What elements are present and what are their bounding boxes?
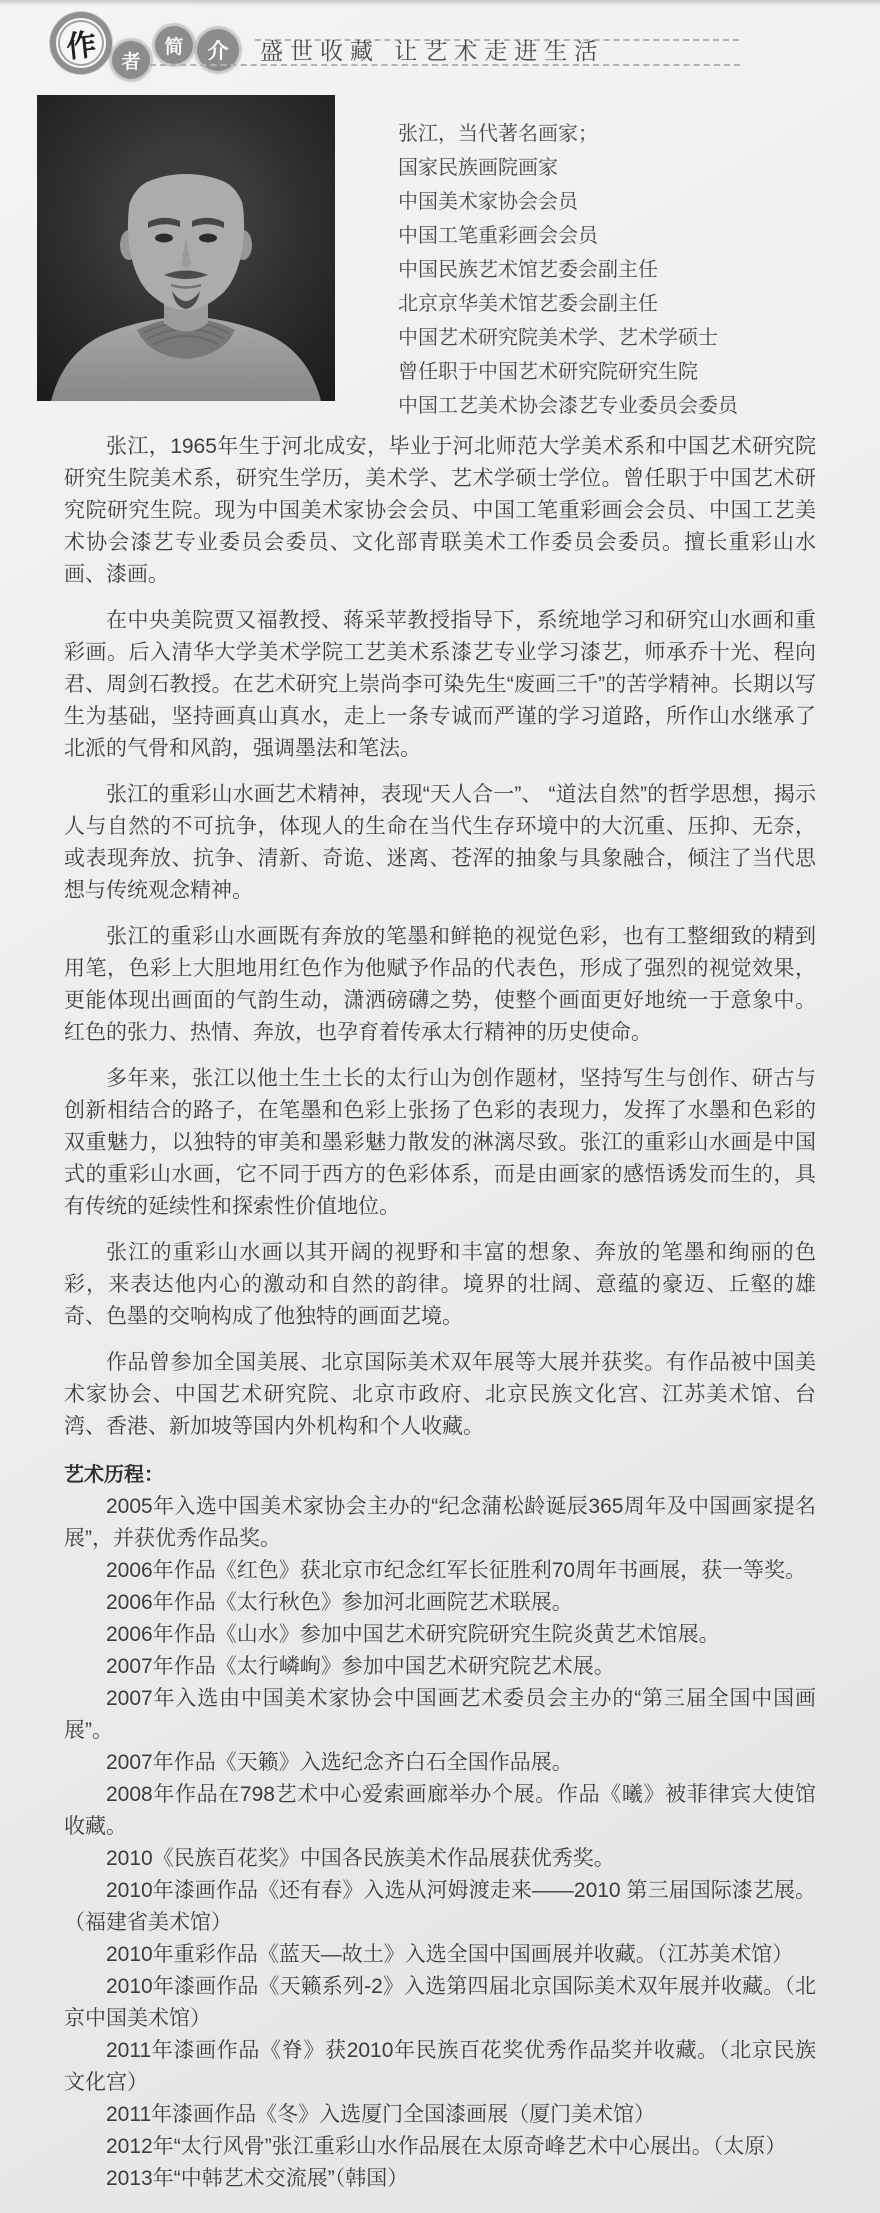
bio-paragraph: 张江的重彩山水画以其开阔的视野和丰富的想象、奔放的笔墨和绚丽的色彩，来表达他内心的激动和自然的韵律。境界的壮阔、意蕴的豪迈、丘壑的雄奇、色墨的交响构成了他独特的画面艺境。 <box>64 1241 816 1328</box>
career-item: 2007年作品《太行嶙峋》参加中国艺术研究院艺术展。 <box>106 1655 615 1678</box>
credential-line: 北京京华美术馆艺委会副主任 <box>398 293 658 315</box>
bio-paragraph: 在中央美院贾又福教授、蒋采苹教授指导下，系统地学习和研究山水画和重彩画。后入清华大学美术学院工艺美术系漆艺专业学习漆艺，师承乔十光、程向君、周剑石教授。在艺术研究上崇尚李可染先生“废画三千”的苦学精神。长期以写生为基础，坚持画真山真水，走上一条专诚而严谨的学习道路，所作山水继承了北派的气骨和风韵，强调墨法和笔法。 <box>64 609 816 760</box>
seal-char-2: 者 <box>121 50 141 73</box>
credential-line: 中国工笔重彩画会会员 <box>398 225 598 247</box>
career-item: 2007年入选由中国美术家协会中国画艺术委员会主办的“第三届全国中国画展”。 <box>64 1687 816 1742</box>
seal-char-4: 介 <box>207 38 229 63</box>
career-item: 2006年作品《山水》参加中国艺术研究院研究生院炎黄艺术馆展。 <box>106 1623 720 1646</box>
credential-line: 曾任职于中国艺术研究院研究生院 <box>398 361 698 383</box>
career-item: 2006年作品《太行秋色》参加河北画院艺术联展。 <box>106 1591 573 1614</box>
page-header <box>0 0 880 95</box>
credential-line: 张江，当代著名画家； <box>398 123 598 145</box>
bio-paragraph: 张江的重彩山水画艺术精神，表现“天人合一”、 “道法自然”的哲学思想，揭示人与自然的不可抗争，体现人的生命在当代生存环境中的大沉重、压抑、无奈，或表现奔放、抗争、清新、奇诡、迷离、苍浑的抽象与具象融合，倾注了当代思想与传统观念精神。 <box>64 783 816 902</box>
artist-photo <box>37 95 335 401</box>
ink-seal-icon <box>112 41 150 79</box>
biography-section <box>0 431 880 2213</box>
career-section-title: 艺术历程： <box>64 1464 164 1486</box>
career-item: 2006年作品《红色》获北京市纪念红军长征胜利70周年书画展，获一等奖。 <box>106 1559 807 1582</box>
career-item: 2011年漆画作品《脊》获2010年民族百花奖优秀作品奖并收藏。（北京民族文化宫） <box>64 2039 816 2094</box>
career-item: 2010《民族百花奖》中国各民族美术作品展获优秀奖。 <box>106 1847 615 1870</box>
credential-line: 国家民族画院画家 <box>398 157 558 179</box>
credential-line: 中国艺术研究院美术学、艺术学硕士 <box>398 327 718 349</box>
bio-paragraph: 作品曾参加全国美展、北京国际美术双年展等大展并获奖。有作品被中国美术家协会、中国艺术研究院、北京市政府、北京民族文化宫、江苏美术馆、台湾、香港、新加坡等国内外机构和个人收藏。 <box>64 1351 816 1438</box>
credential-line: 中国美术家协会会员 <box>398 191 578 213</box>
career-item: 2005年入选中国美术家协会主办的“纪念蒲松龄诞辰365周年及中国画家提名展”，并获优秀作品奖。 <box>64 1495 816 1550</box>
profile-section <box>0 95 880 423</box>
bio-paragraph: 张江的重彩山水画既有奔放的笔墨和鲜艳的视觉色彩，也有工整细致的精到用笔，色彩上大胆地用红色作为他赋予作品的代表色，形成了强烈的视觉效果，更能体现出画面的气韵生动，潇洒磅礴之势，使整个画面更好地统一于意象中。红色的张力、热情、奔放，也孕育着传承太行精神的历史使命。 <box>64 925 816 1044</box>
career-item: 2010年漆画作品《天籁系列-2》入选第四届北京国际美术双年展并收藏。（北京中国美术馆） <box>64 1975 816 2030</box>
career-item: 2010年重彩作品《蓝天—故土》入选全国中国画展并收藏。（江苏美术馆） <box>106 1943 794 1966</box>
career-item: 2010年漆画作品《还有春》入选从河姆渡走来——2010 第三届国际漆艺展。（福建省美术馆） <box>64 1879 816 1934</box>
career-item: 2011年漆画作品《冬》入选厦门全国漆画展（厦门美术馆） <box>106 2103 656 2126</box>
career-item: 2008年作品在798艺术中心爱索画廊举办个展。作品《曦》被菲律宾大使馆收藏。 <box>64 1783 816 1838</box>
ink-seal-icon <box>155 26 193 64</box>
header-slogan: 盛世收藏 让艺术走进生活 <box>260 39 605 65</box>
bio-paragraph: 多年来，张江以他土生土长的太行山为创作题材，坚持写生与创作、研古与创新相结合的路子，在笔墨和色彩上张扬了色彩的表现力，发挥了水墨和色彩的双重魅力，以独特的审美和墨彩魅力散发的淋漓尽致。张江的重彩山水画是中国式的重彩山水画，它不同于西方的色彩体系，而是由画家的感悟诱发而生的，具有传统的延续性和探索性价值地位。 <box>64 1067 816 1218</box>
credentials-list <box>358 95 738 423</box>
ink-seal-icon <box>47 9 115 77</box>
bio-paragraph: 张江，1965年生于河北成安，毕业于河北师范大学美术系和中国艺术研究院研究生院美术系，研究生学历，美术学、艺术学硕士学位。曾任职于中国艺术研究院研究生院。现为中国美术家协会会员、中国工笔重彩画会会员、中国工艺美术协会漆艺专业委员会委员、文化部青联美术工作委员会委员。擅长重彩山水画、漆画。 <box>64 435 816 586</box>
career-item: 2012年“太行风骨”张江重彩山水作品展在太原奇峰艺术中心展出。（太原） <box>106 2135 787 2158</box>
seal-char-1: 作 <box>64 27 99 66</box>
career-item: 2007年作品《天籁》入选纪念齐白石全国作品展。 <box>106 1751 573 1774</box>
credential-line: 中国工艺美术协会漆艺专业委员会委员 <box>398 395 738 417</box>
career-timeline <box>64 1491 816 2195</box>
credential-line: 中国民族艺术馆艺委会副主任 <box>398 259 658 281</box>
career-item: 2013年“中韩艺术交流展”（韩国） <box>106 2167 409 2190</box>
seal-char-3: 简 <box>164 35 184 58</box>
